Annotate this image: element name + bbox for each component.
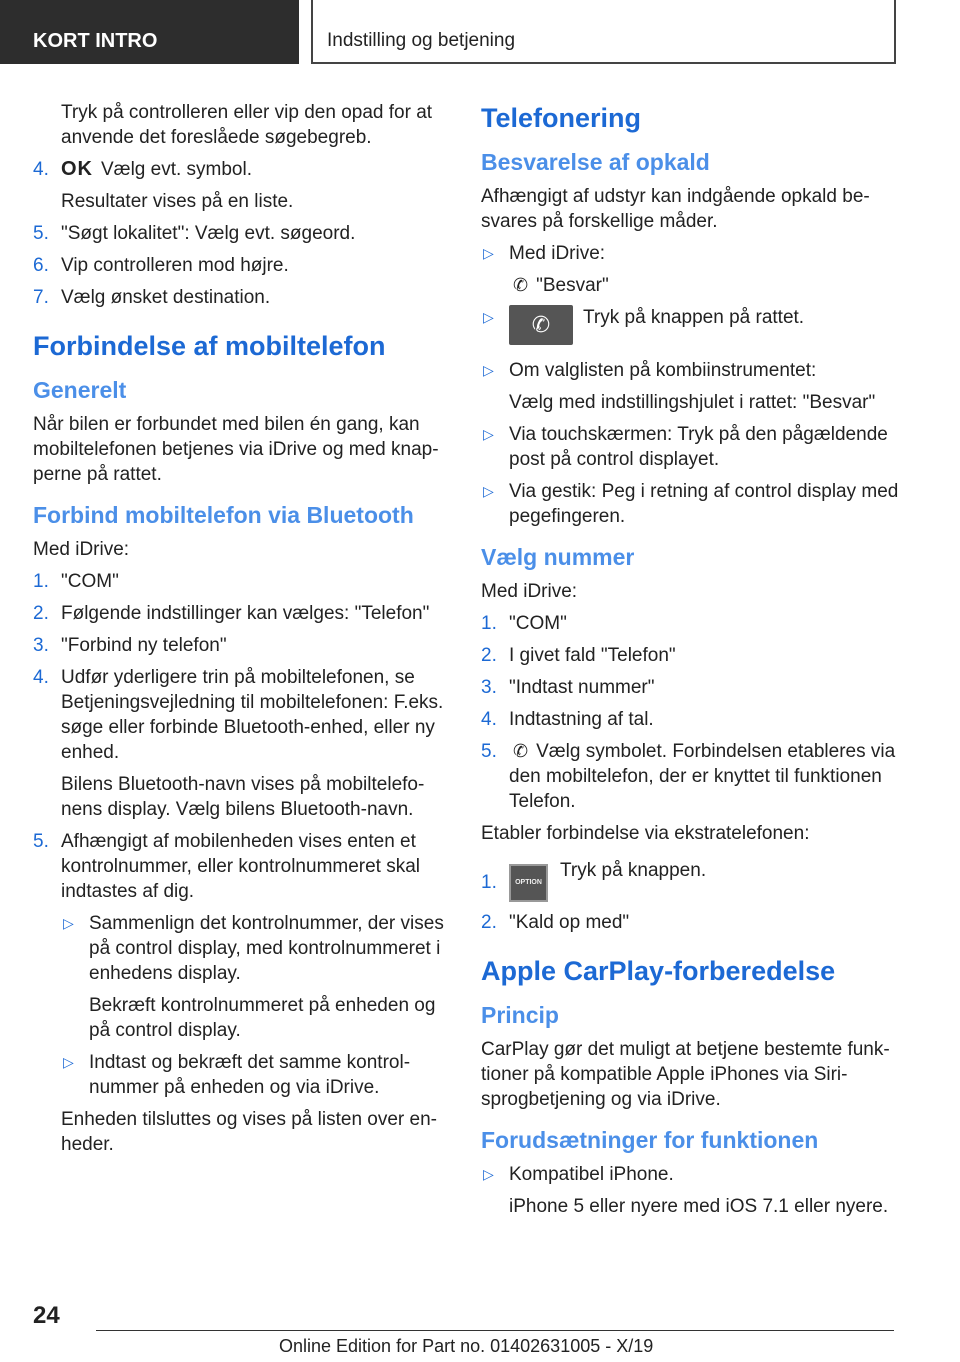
subsection-heading: Princip	[481, 1002, 559, 1028]
item-number: 3.	[481, 677, 497, 698]
sub-text: iPhone 5 eller nyere med iOS 7.1 eller nyere.	[509, 1196, 889, 1217]
item-text: Indtast og bekræft det samme kontrolnummer på enheden og via iDrive.	[89, 1052, 411, 1098]
list-item	[33, 285, 451, 310]
item-text: Vælg ønsket destination.	[61, 287, 271, 308]
list-item	[481, 739, 901, 814]
item-number: 4.	[33, 667, 49, 688]
steering-phone-button-icon: ✆	[509, 305, 573, 345]
list-item	[33, 157, 451, 182]
intro-text: Tryk på controlleren eller vip den opad for at anvende det foreslåede søgebegreb.	[61, 102, 433, 148]
body-text: Med iDrive:	[481, 581, 578, 602]
bullet-item	[481, 479, 901, 529]
item-text: "Indtast nummer"	[509, 677, 655, 698]
phone-icon: ✆	[513, 741, 529, 761]
triangle-bullet-icon: ▷	[483, 309, 494, 325]
bullet-item	[61, 1050, 451, 1100]
option-button-icon: OPTION	[509, 864, 548, 902]
item-text: Vælg symbolet. Forbindelsen etableres via den mobiltelefon, der er knyttet til funktionen Telefon.	[509, 741, 896, 812]
item-number: 3.	[33, 635, 49, 656]
bullet-item	[481, 422, 901, 472]
item-number: 2.	[481, 645, 497, 666]
list-item	[481, 675, 901, 700]
section-heading: Apple CarPlay-forberedelse	[481, 956, 836, 986]
item-text: Følgende indstillinger kan vælges: "Telefon"	[61, 603, 430, 624]
body-text: Afhængigt af udstyr kan indgående opkald besvares på forskellige måder.	[481, 186, 870, 232]
subsection-heading: Forudsætninger for funktionen	[481, 1127, 819, 1153]
item-text: Afhængigt af mobilenheden vises enten et kontrolnummer, eller kontrolnummeret skal indtastes af dig.	[61, 831, 421, 902]
body-text: Etabler forbindelse via ekstratelefonen:	[481, 823, 810, 844]
item-text: Sammenlign det kontrolnummer, der vises på control display, med kontrolnummeret i enhedens display.	[89, 913, 444, 984]
item-number: 5.	[481, 741, 497, 762]
section-heading: Forbindelse af mobiltelefon	[33, 331, 386, 361]
item-text: Om valglisten på kombiinstrumentet:	[509, 360, 817, 381]
phone-icon: ✆	[513, 275, 529, 295]
ok-icon: OK	[61, 158, 93, 180]
list-item	[33, 633, 451, 658]
triangle-bullet-icon: ▷	[483, 483, 494, 499]
list-item	[33, 665, 451, 765]
right-column	[481, 96, 901, 1226]
left-column	[33, 100, 451, 1164]
footer-divider	[96, 1330, 894, 1331]
body-text: Med iDrive:	[33, 539, 130, 560]
item-text: Tryk på knappen.	[560, 860, 707, 881]
item-text: Vip controlleren mod højre.	[61, 255, 289, 276]
list-item	[33, 569, 451, 594]
list-item	[481, 643, 901, 668]
item-number: 4.	[481, 709, 497, 730]
item-text: Indtastning af tal.	[509, 709, 654, 730]
note-text: Bekræft kontrolnummeret på enheden og på control display.	[89, 995, 436, 1041]
section-heading: Telefonering	[481, 103, 642, 133]
body-text: CarPlay gør det muligt at betjene bestemte funktioner på kompatible Apple iPhones via Siri-sprogbetjening og via iDrive.	[481, 1039, 890, 1110]
item-number: 1.	[481, 872, 497, 893]
list-item	[481, 858, 901, 902]
page-number: 24	[33, 1302, 60, 1329]
sub-text	[481, 273, 901, 298]
list-item	[481, 707, 901, 732]
bullet-item	[481, 241, 901, 266]
item-text: I givet fald "Telefon"	[509, 645, 676, 666]
sub-text: Vælg med indstillingshjulet i rattet: "Besvar"	[509, 392, 876, 413]
body-text: Når bilen er forbundet med bilen én gang, kan mobiltelefonen betjenes via iDrive og med knapperne på rattet.	[33, 414, 439, 485]
item-number: 2.	[33, 603, 49, 624]
subsection-heading: Generelt	[33, 377, 127, 403]
item-number: 4.	[33, 159, 49, 180]
item-text: Vælg evt. symbol.	[101, 159, 252, 180]
list-item	[33, 829, 451, 904]
item-number: 2.	[481, 912, 497, 933]
item-text: Med iDrive:	[509, 243, 606, 264]
triangle-bullet-icon: ▷	[483, 426, 494, 442]
list-item	[33, 253, 451, 278]
list-item	[481, 910, 901, 935]
note-text: Bilens Bluetooth-navn vises på mobiltelefonens display. Vælg bilens Bluetooth-navn.	[61, 774, 425, 820]
list-item	[33, 601, 451, 626]
item-text: "Kald op med"	[509, 912, 630, 933]
bullet-item	[481, 1162, 901, 1187]
bullet-item	[61, 911, 451, 986]
item-text: "Forbind ny telefon"	[61, 635, 227, 656]
item-number: 7.	[33, 287, 49, 308]
item-text: "COM"	[509, 613, 567, 634]
item-number: 1.	[33, 571, 49, 592]
item-text: "Søgt lokalitet": Vælg evt. søgeord.	[61, 223, 356, 244]
bullet-item	[481, 305, 901, 351]
item-text: Via touchskærmen: Tryk på den pågældende post på control displayet.	[509, 424, 888, 470]
item-text: Via gestik: Peg i retning af control display med pegefingeren.	[509, 481, 899, 527]
list-item	[33, 221, 451, 246]
bullet-item	[481, 358, 901, 383]
item-number: 5.	[33, 831, 49, 852]
triangle-bullet-icon: ▷	[483, 362, 494, 378]
triangle-bullet-icon: ▷	[483, 1166, 494, 1182]
item-text: "Besvar"	[536, 275, 609, 296]
closing-text: Enheden tilsluttes og vises på listen over enheder.	[61, 1109, 437, 1155]
item-text: Tryk på knappen på rattet.	[583, 307, 805, 328]
section-title: Indstilling og betjening	[311, 0, 896, 64]
list-item	[481, 611, 901, 636]
item-number: 6.	[33, 255, 49, 276]
triangle-bullet-icon: ▷	[483, 245, 494, 261]
item-text: Kompatibel iPhone.	[509, 1164, 674, 1185]
triangle-bullet-icon: ▷	[63, 915, 74, 931]
chapter-tab: KORT INTRO	[0, 0, 299, 64]
subsection-heading: Forbind mobiltelefon via Bluetooth	[33, 502, 414, 528]
subsection-heading: Besvarelse af opkald	[481, 149, 710, 175]
subsection-heading: Vælg nummer	[481, 544, 635, 570]
edition-text: Online Edition for Part no. 01402631005 - X/19	[279, 1336, 654, 1356]
result-text: Resultater vises på en liste.	[61, 191, 294, 212]
item-number: 5.	[33, 223, 49, 244]
triangle-bullet-icon: ▷	[63, 1054, 74, 1070]
item-number: 1.	[481, 613, 497, 634]
item-text: "COM"	[61, 571, 119, 592]
item-text: Udfør yderligere trin på mobiltelefonen, se Betjeningsvejledning til mobiltelefonen: F.eks. søge eller forbinde Bluetooth-enhed, eller ny enhed.	[61, 667, 444, 763]
